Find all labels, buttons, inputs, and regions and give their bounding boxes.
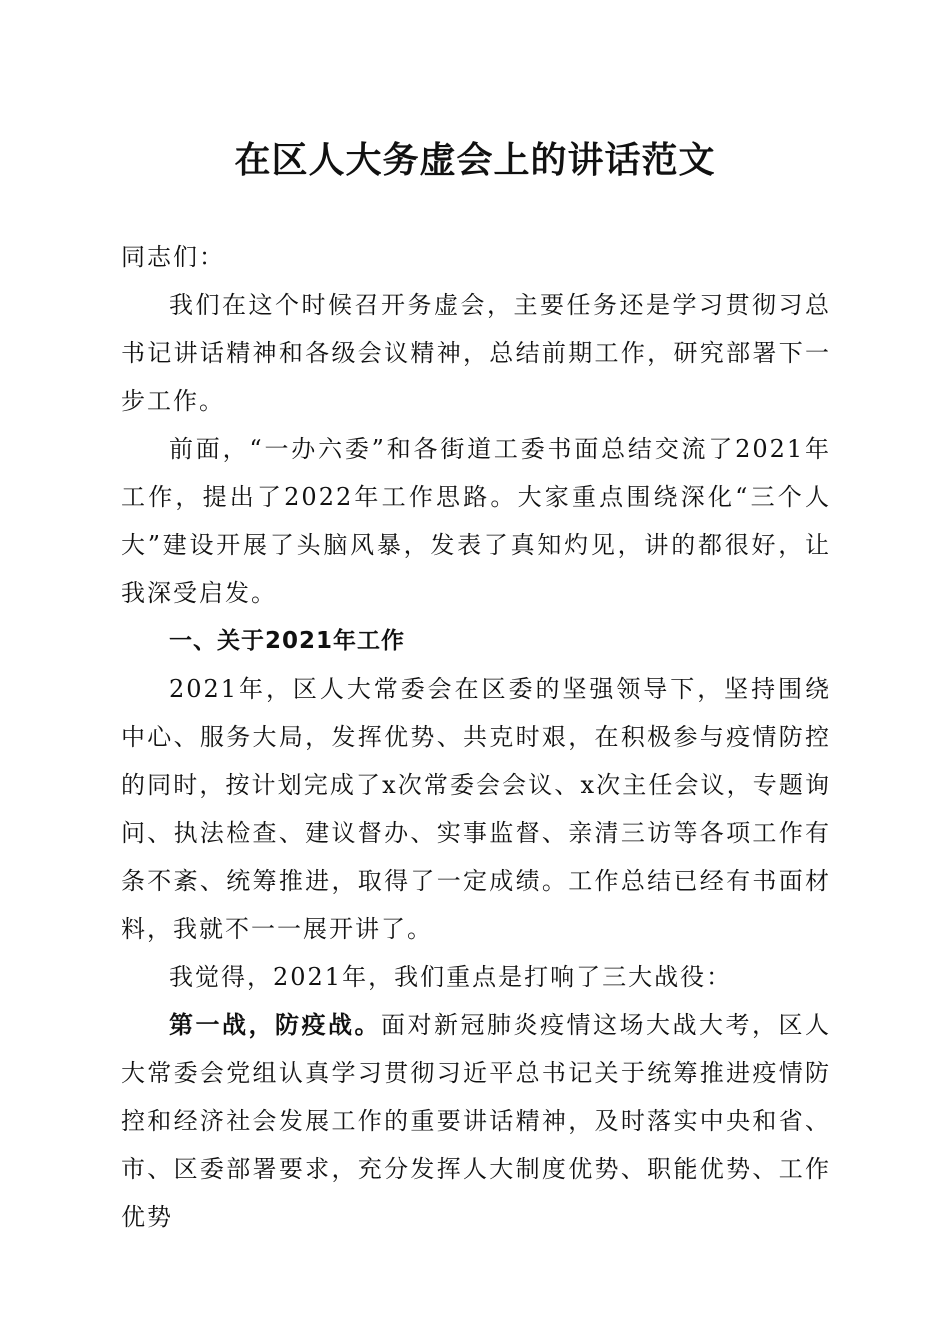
paragraph-opening: 我们在这个时候召开务虚会，主要任务还是学习贯彻习总书记讲话精神和各级会议精神，总结前期工作，研究部署下一步工作。 — [121, 291, 831, 415]
battle-one-lead: 第一战，防疫战。 — [169, 1010, 381, 1039]
document-title: 在区人大务虚会上的讲话范文 — [234, 139, 716, 181]
paragraph-three-battles: 我觉得，2021年，我们重点是打响了三大战役： — [169, 963, 733, 991]
paragraph-2021-work: 2021年，区人大常委会在区委的坚强领导下，坚持围绕中心、服务大局，发挥优势、共克时艰，在积极参与疫情防控的同时，按计划完成了x次常委会会议、x次主任会议，专题询问、执法检查、建议督办、实事监督、亲清三访等各项工作有条不紊、统筹推进，取得了一定成绩。工作总结已经有书面材料，我就不一一展开讲了。 — [121, 675, 831, 943]
paragraph-summary: 前面，“一办六委”和各街道工委书面总结交流了2021年工作，提出了2022年工作思路。大家重点围绕深化“三个人大”建设开展了头脑风暴，发表了真知灼见，讲的都很好，让我深受启发。 — [121, 435, 831, 607]
section-heading: 一、关于2021年工作 — [169, 628, 406, 654]
battle-one-text: 面对新冠肺炎疫情这场大战大考，区人大常委会党组认真学习贯彻习近平总书记关于统筹推进疫情防控和经济社会发展工作的重要讲话精神，及时落实中央和省、市、区委部署要求，充分发挥人大制度优势、职能优势、工作优势 — [121, 1011, 831, 1231]
salutation: 同志们： — [121, 243, 225, 271]
paragraph-battle-one — [121, 1001, 831, 1241]
document-body — [121, 233, 831, 1241]
